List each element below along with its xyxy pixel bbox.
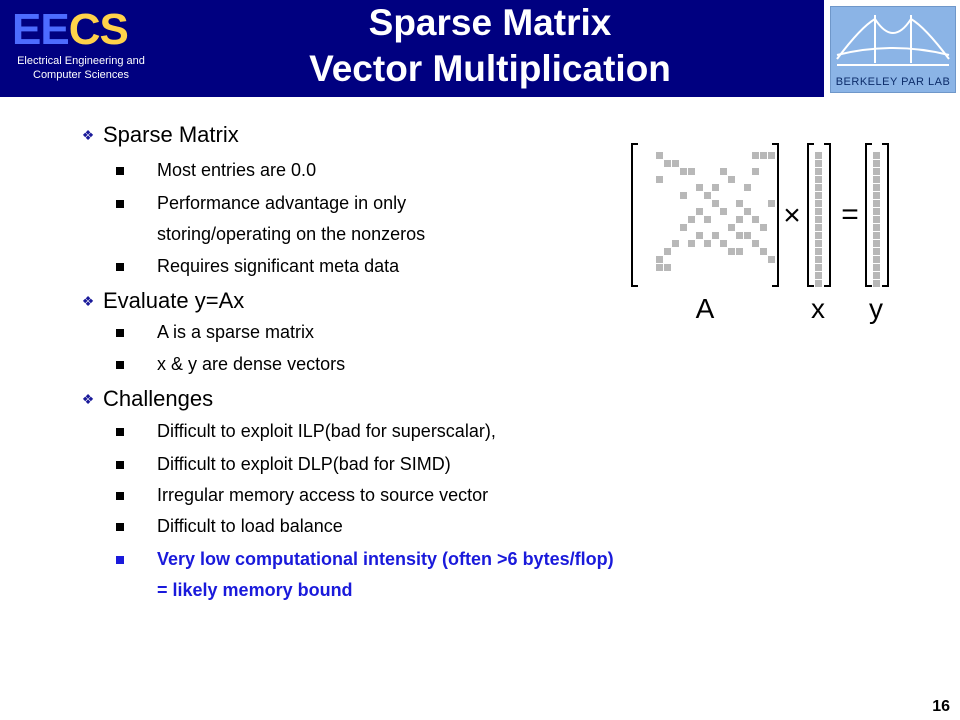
matrix-a-nonzero [768,256,775,263]
bullet-item: = likely memory bound [157,580,353,600]
vector-x-entry [815,224,822,231]
matrix-a-nonzero [736,216,743,223]
label-x: x [811,293,825,324]
vector-x-entry [815,216,822,223]
vector-y-entry [873,192,880,199]
vector-x [808,144,830,287]
vector-y-entry [873,232,880,239]
vector-y-entry [873,256,880,263]
bullet-heading: Evaluate y=Ax [103,288,245,313]
label-y: y [869,293,883,324]
vector-y-entry [873,200,880,207]
bullet-heading: Sparse Matrix [103,122,239,147]
matrix-a-nonzero [760,224,767,231]
matrix-a-nonzero [768,200,775,207]
vector-y-entry [873,248,880,255]
bullet-square-icon [116,428,124,436]
slide-number: 16 [932,698,950,715]
bullet-diamond-icon: ❖ [81,127,95,143]
matrix-a-right-bracket [772,144,778,286]
vector-x-entry [815,176,822,183]
vector-y-left-bracket [866,144,872,286]
bullet-diamond-icon: ❖ [81,293,95,309]
vector-y-entry [873,272,880,279]
matrix-a-nonzero [712,184,719,191]
bullet-item: Difficult to exploit ILP(bad for superscalar), [157,421,496,441]
bullet-item: Requires significant meta data [157,256,400,276]
matrix-a-nonzero [752,240,759,247]
slide-title-line-2: Vector Multiplication [309,48,671,89]
vector-x-entry [815,152,822,159]
vector-x-entry [815,280,822,287]
matrix-a-nonzero [720,168,727,175]
matrix-a-nonzero [704,240,711,247]
vector-y-entry [873,176,880,183]
bullet-item: Difficult to load balance [157,516,343,536]
bullet-diamond-icon: ❖ [81,391,95,407]
vector-x-entry [815,208,822,215]
bullet-item: x & y are dense vectors [157,354,346,374]
matrix-a-nonzero [696,184,703,191]
matrix-a-nonzero [752,152,759,159]
matrix-a-nonzero [744,184,751,191]
vector-y-entry [873,208,880,215]
matrix-a-nonzero [704,192,711,199]
matrix-a-nonzero [680,192,687,199]
logo-cs: CS [68,5,128,54]
bullet-square-icon [116,329,124,337]
matrix-a-nonzero [672,160,679,167]
vector-x-entry [815,192,822,199]
matrix-a-nonzero [664,248,671,255]
matrix-a-nonzero [696,208,703,215]
matrix-a-nonzero [664,160,671,167]
vector-x-entry [815,240,822,247]
matrix-a-nonzero [656,152,663,159]
bullet-square-icon [116,523,124,531]
matrix-a-nonzero [680,168,687,175]
vector-x-entry [815,160,822,167]
vector-y-entry [873,160,880,167]
matrix-a-nonzero [720,240,727,247]
logo-subtitle-line-1: Electrical Engineering and [17,55,145,67]
bullet-square-icon [116,361,124,369]
vector-y-entry [873,240,880,247]
bullet-item: storing/operating on the nonzeros [157,224,426,244]
bullet-item: A is a sparse matrix [157,322,315,342]
bullet-item: Most entries are 0.0 [157,160,317,180]
matrix-a-nonzero [736,232,743,239]
matrix-a-nonzero [760,248,767,255]
bullet-item: Irregular memory access to source vector [157,485,489,505]
matrix-a-nonzero [672,240,679,247]
bullet-heading: Challenges [103,386,214,411]
matrix-a-nonzero [744,208,751,215]
vector-x-entry [815,256,822,263]
matrix-a-nonzero [744,232,751,239]
vector-y-entry [873,216,880,223]
matrix-a-nonzero [664,264,671,271]
matrix-a [632,144,778,286]
vector-y-entry [873,184,880,191]
bullet-square-icon [116,200,124,208]
vector-y [866,144,888,287]
vector-x-entry [815,232,822,239]
logo-subtitle-line-2: Computer Sciences [33,69,129,81]
vector-x-entry [815,168,822,175]
matrix-a-nonzero [688,168,695,175]
bullet-item: Difficult to exploit DLP(bad for SIMD) [157,454,451,474]
matrix-a-nonzero [712,200,719,207]
matrix-a-nonzero [736,248,743,255]
logo-ee: EE [12,5,69,54]
matrix-a-nonzero [656,264,663,271]
bullet-square-icon [116,263,124,271]
vector-x-entry [815,264,822,271]
vector-x-left-bracket [808,144,814,286]
matrix-a-nonzero [712,232,719,239]
matrix-a-nonzero [760,152,767,159]
matrix-a-nonzero [680,224,687,231]
vector-x-entry [815,200,822,207]
matrix-a-left-bracket [632,144,638,286]
vector-x-entry [815,248,822,255]
slide-title-line-1: Sparse Matrix [368,2,612,43]
matrix-a-nonzero [720,208,727,215]
bullet-square-icon [116,461,124,469]
times-symbol: × [783,199,801,232]
matrix-a-nonzero [704,216,711,223]
bullet-square-icon [116,492,124,500]
bullet-square-icon [116,556,124,564]
vector-y-entry [873,168,880,175]
vector-x-entry [815,184,822,191]
matrix-a-nonzero [728,248,735,255]
bullet-item: Performance advantage in only [157,193,407,213]
matrix-a-nonzero [728,224,735,231]
vector-y-entry [873,264,880,271]
matrix-a-nonzero [656,176,663,183]
vector-y-entry [873,152,880,159]
matrix-a-nonzero [728,176,735,183]
matrix-a-nonzero [688,240,695,247]
equals-symbol: = [841,198,859,231]
label-a: A [695,293,715,324]
vector-x-right-bracket [824,144,830,286]
vector-y-right-bracket [882,144,888,286]
parlab-text: BERKELEY PAR LAB [835,76,951,88]
matrix-a-nonzero [696,232,703,239]
spmv-diagram [620,140,900,330]
matrix-a-nonzero [656,256,663,263]
vector-y-entry [873,280,880,287]
bullet-square-icon [116,167,124,175]
matrix-a-nonzero [768,152,775,159]
matrix-a-nonzero [736,200,743,207]
bullet-item: Very low computational intensity (often >6 bytes/flop) [157,549,614,569]
vector-x-entry [815,272,822,279]
vector-y-entry [873,224,880,231]
matrix-a-nonzero [752,168,759,175]
matrix-a-nonzero [688,216,695,223]
matrix-a-nonzero [752,216,759,223]
